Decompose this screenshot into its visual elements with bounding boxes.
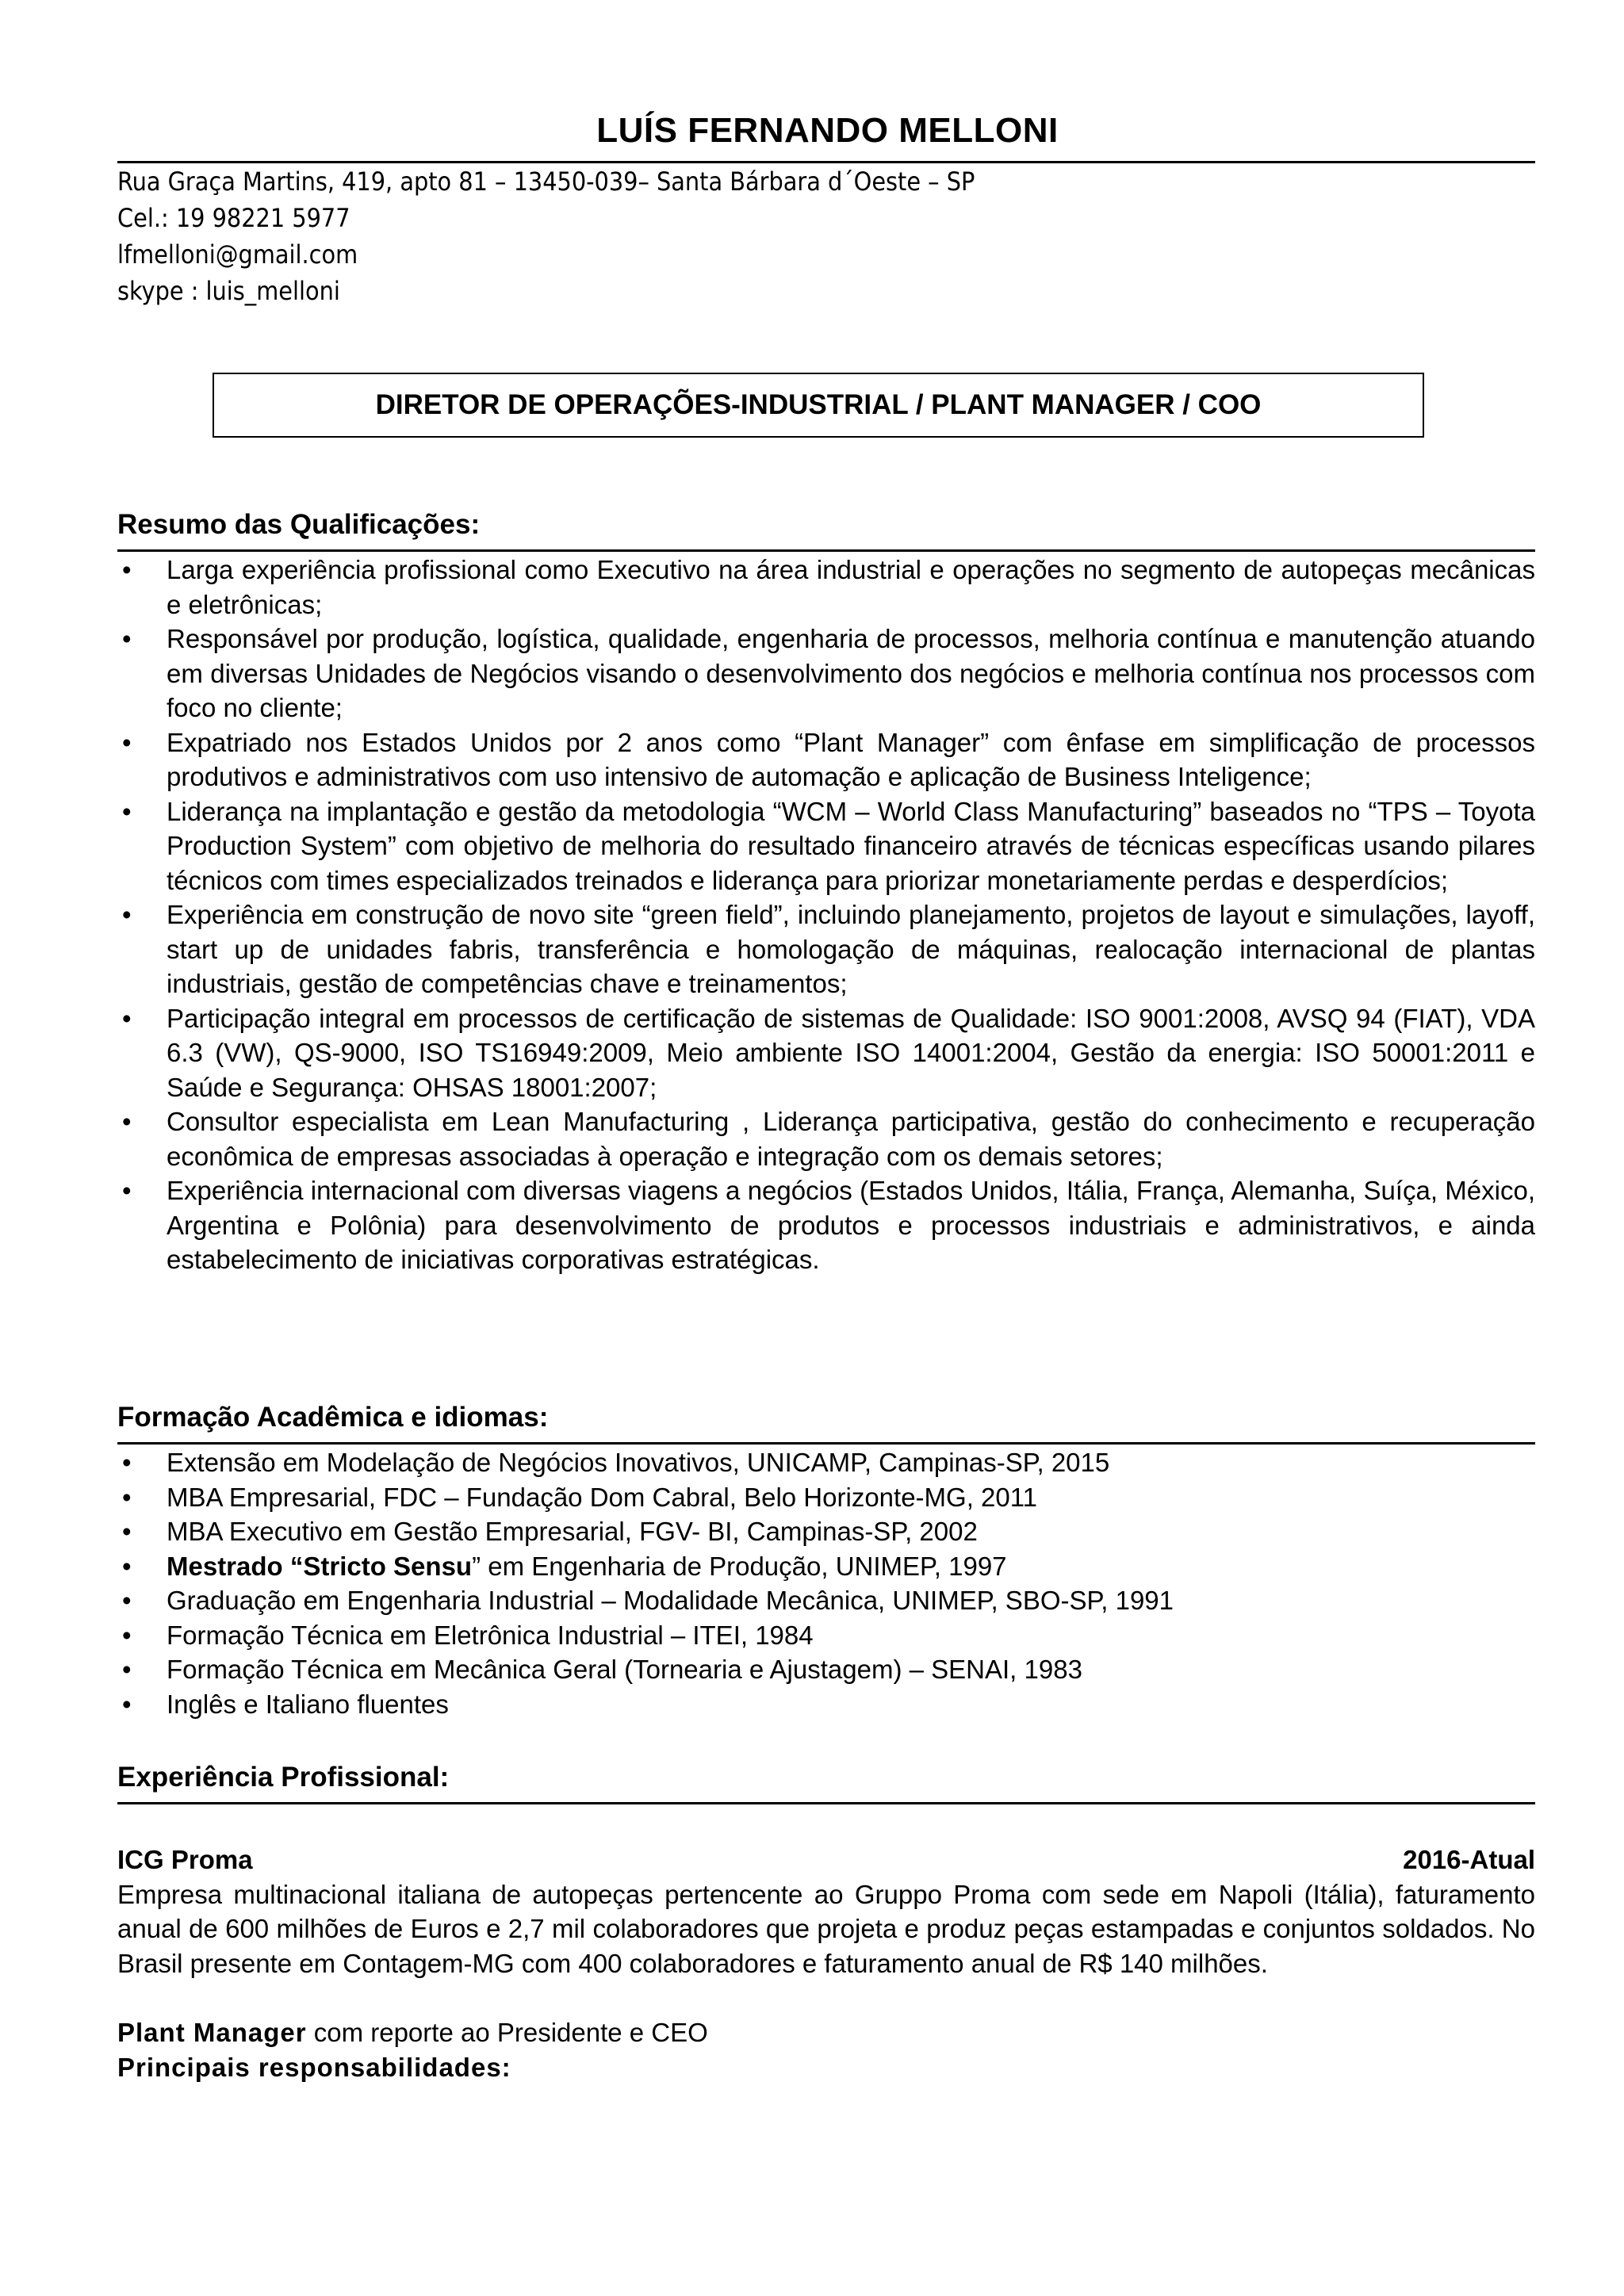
list-item: • Larga experiência profissional como Executivo na área industrial e operações no segmento de autopeças mecânicas e eletrônicas; [117,553,1535,622]
job-title: DIRETOR DE OPERAÇÕES-INDUSTRIAL / PLANT MANAGER / COO [375,389,1262,420]
list-item: • Graduação em Engenharia Industrial – Modalidade Mecânica, UNIMEP, SBO-SP, 1991 [117,1583,1535,1618]
list-item: • Participação integral em processos de certificação de sistemas de Qualidade: ISO 9001:2008, AVSQ 94 (FIAT), VDA 6.3 (VW), QS-9000, ISO TS16949:2009, Meio ambiente ISO 14001:2004, Gestão da energia: ISO 50001:2011 e Saúde e Segurança: OHSAS 18001:2007; [117,1001,1535,1105]
list-item: • MBA Empresarial, FDC – Fundação Dom Cabral, Belo Horizonte-MG, 2011 [117,1480,1535,1515]
list-item [117,1549,1535,1584]
list-item: • Consultor especialista em Lean Manufacturing , Liderança participativa, gestão do conhecimento e recuperação econômica de empresas associadas à operação e integração com os demais setores; [117,1104,1535,1173]
role-reporting: com reporte ao Presidente e CEO [306,2018,708,2047]
role-line [117,2015,1535,2050]
experience-entry [117,1843,1535,2084]
phone: Cel.: 19 98221 5977 [117,203,350,233]
education-heading: Formação Acadêmica e idiomas: [117,1402,549,1433]
mestrado-rest: ” em Engenharia de Produção, UNIMEP, 1997 [472,1551,1007,1581]
job-title-box [213,373,1424,438]
experience-heading: Experiência Profissional: [117,1762,450,1793]
list-item: • Responsável por produção, logística, qualidade, engenharia de processos, melhoria contínua e manutenção atuando em diversas Unidades de Negócios visando o desenvolvimento dos negócios e melhoria contínua nos processos com foco no cliente; [117,622,1535,725]
period: 2016-Atual [1403,1845,1535,1874]
list-item: • Expatriado nos Estados Unidos por 2 anos como “Plant Manager” com ênfase em simplificação de processos produtivos e administrativos com uso intensivo de automação e aplicação de Business Inteligence; [117,725,1535,794]
list-item: • Liderança na implantação e gestão da metodologia “WCM – World Class Manufacturing” baseados no “TPS – Toyota Production System” com objetivo de melhoria do resultado financeiro através de técnicas específicas usando pilares técnicos com times especializados treinados e liderança para priorizar monetariamente perdas e desperdícios; [117,794,1535,898]
experience-header [117,1843,1535,1877]
role-title: Plant Manager [117,2018,307,2047]
list-item: • Formação Técnica em Eletrônica Industrial – ITEI, 1984 [117,1618,1535,1653]
company-description: Empresa multinacional italiana de autopeças pertencente ao Gruppo Proma com sede em Napoli (Itália), faturamento anual de 600 milhões de Euros e 2,7 mil colaboradores que projeta e produz peças estampadas e conjuntos soldados. No Brasil presente em Contagem-MG com 400 colaboradores e faturamento anual de R$ 140 milhões. [117,1879,1535,1978]
company-name: ICG Proma [117,1845,253,1874]
skype: skype : luis_melloni [117,276,340,306]
spacer [117,1980,1535,2015]
qualifications-list [117,553,1535,1277]
qualifications-heading: Resumo das Qualificações: [117,509,481,540]
list-item: • Experiência em construção de novo site “green field”, incluindo planejamento, projetos de layout e simulações, layoff, start up de unidades fabris, transferência e homologação de máquinas, realocação internacional de plantas industriais, gestão de competências chave e treinamentos; [117,897,1535,1001]
list-item: • Inglês e Italiano fluentes [117,1687,1535,1722]
mestrado-bold: Mestrado “Stricto Sensu [167,1551,473,1581]
list-item: • Experiência internacional com diversas viagens a negócios (Estados Unidos, Itália, França, Alemanha, Suíça, México, Argentina e Polônia) para desenvolvimento de produtos e processos industriais e administrativos, e ainda estabelecimento de iniciativas corporativas estratégicas. [117,1173,1535,1277]
address: Rua Graça Martins, 419, apto 81 – 13450-039– Santa Bárbara d´Oeste – SP [117,166,975,197]
education-divider [117,1442,1535,1445]
education-list [117,1445,1535,1721]
qualifications-divider [117,549,1535,552]
contact-block [117,163,975,309]
list-item: • MBA Executivo em Gestão Empresarial, FGV- BI, Campinas-SP, 2002 [117,1514,1535,1549]
list-item: • Formação Técnica em Mecânica Geral (Tornearia e Ajustagem) – SENAI, 1983 [117,1652,1535,1687]
experience-divider [117,1802,1535,1804]
responsibilities-heading: Principais responsabilidades: [117,2052,511,2082]
list-item: • Extensão em Modelação de Negócios Inovativos, UNICAMP, Campinas-SP, 2015 [117,1445,1535,1480]
email: lfmelloni@gmail.com [117,239,358,270]
candidate-name: LUÍS FERNANDO MELLONI [596,111,1059,150]
